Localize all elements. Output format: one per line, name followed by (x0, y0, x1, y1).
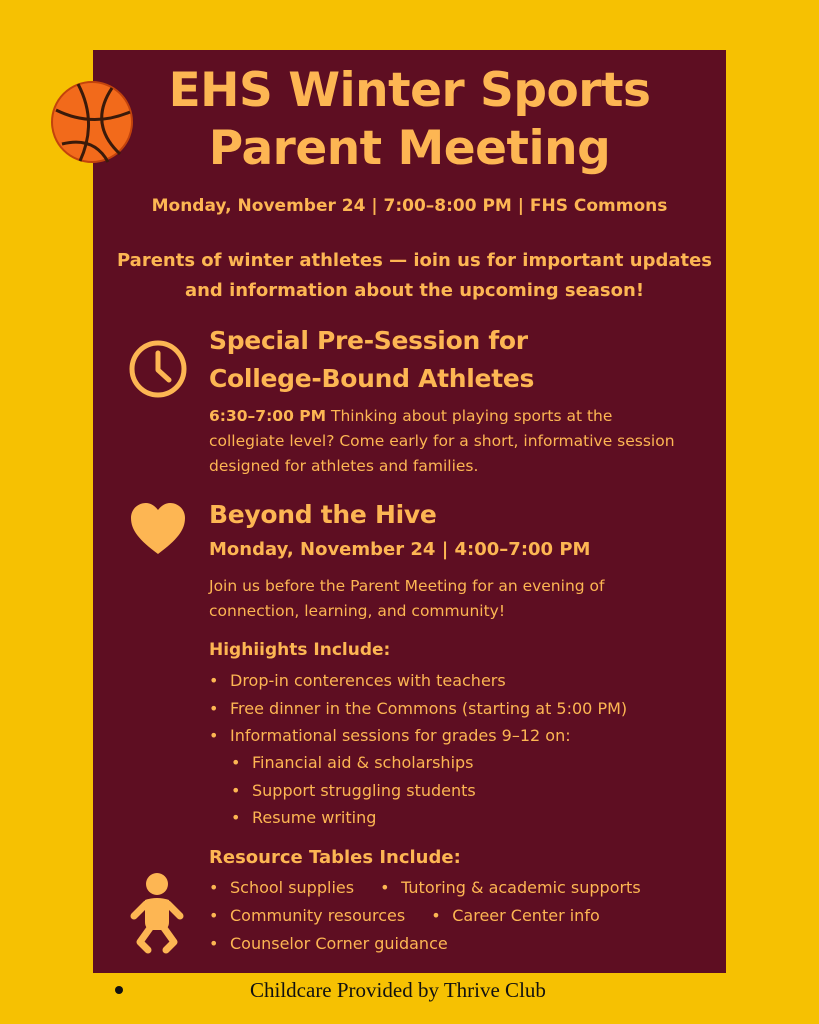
resources-row-1 (209, 878, 667, 897)
resources-row-2 (209, 906, 626, 925)
event-details: Monday, November 24 | 7:00–8:00 PM | FHS Commons (151, 196, 668, 216)
footer-bullet (115, 986, 123, 994)
pre-session-heading: Special Pre-Session for College-Bound Athletes (209, 326, 535, 393)
beyond-heading: Beyond the Hive (209, 500, 437, 529)
resources-heading: Resource Tables Include: (209, 847, 461, 868)
highlights-list (209, 667, 627, 750)
sub-highlights-list (231, 749, 476, 832)
page-title (93, 62, 726, 178)
footer-text: Childcare Provided by Thrive Club (250, 978, 546, 1002)
resources-row-3 (209, 934, 474, 953)
title-line-2: Parent Meeting (208, 121, 611, 176)
list-item: • Career Center info (431, 906, 600, 925)
beyond-date: Monday, November 24 | 4:00–7:00 PM (209, 539, 591, 560)
list-item: • Financial aid & scholarships (231, 749, 476, 777)
pre-session-time: 6:30–7:00 PM (209, 407, 327, 425)
highlights-heading: Highiights Include: (209, 640, 391, 660)
intro-text: Parents of winter athletes — ioin us for important updates and information about the upcoming season! (116, 250, 713, 301)
pre-session-description: 6:30–7:00 PM Thinking about playing sports at the collegiate level? Come early for a short, informative session designed for athletes and families. (209, 407, 675, 475)
list-item: • Resume writing (231, 804, 476, 832)
clock-icon (128, 339, 188, 399)
list-item: • Counselor Corner guidance (209, 934, 448, 953)
list-item: • Free dinner in the Commons (starting at 5:00 PM) (209, 695, 627, 723)
heart-icon (129, 502, 187, 556)
list-item: • Tutoring & academic supports (380, 878, 641, 897)
list-item: • Community resources (209, 906, 405, 925)
baby-icon (130, 872, 184, 954)
list-item: • School supplies (209, 878, 354, 897)
list-item: • Informational sessions for grades 9–12 on: (209, 722, 627, 750)
title-line-1: EHS Winter Sports (168, 63, 651, 118)
list-item: • Drop-in conterences with teachers (209, 667, 627, 695)
beyond-description: Join us before the Parent Meeting for an evening of connection, learning, and community! (209, 577, 605, 620)
list-item: • Support struggling students (231, 777, 476, 805)
